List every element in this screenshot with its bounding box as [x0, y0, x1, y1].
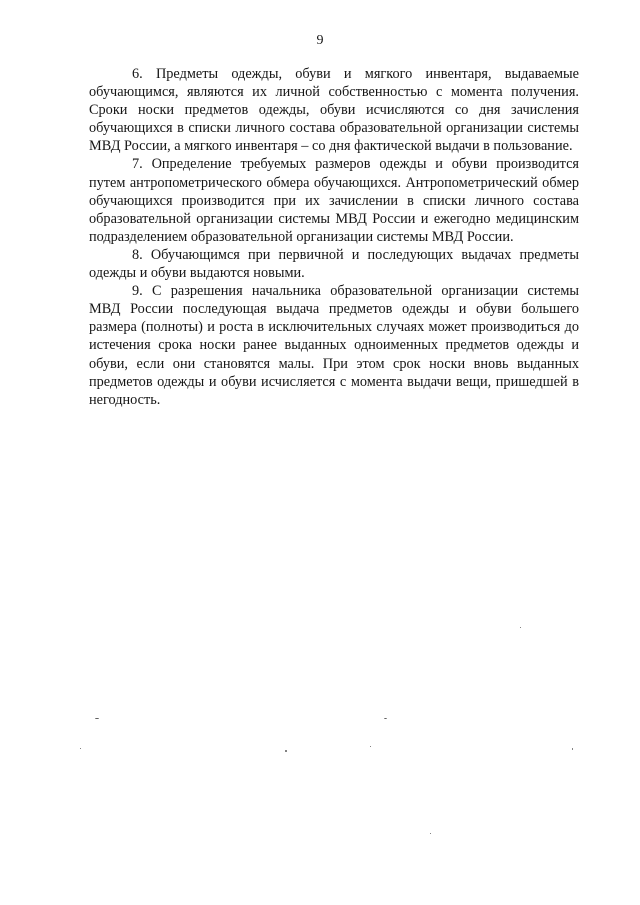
scan-speck — [384, 718, 387, 719]
scan-speck — [285, 750, 287, 752]
paragraph-6: 6. Предметы одежды, обуви и мягкого инвентаря, выдаваемые обучающимся, являются их личной собственностью с момента получения. Сроки носки предметов одежды, обуви исчисляются со дня зачисления обучающихся в списки личного состава образовательной организации системы МВД России, а мягкого инвентаря – со дня фактической выдачи в пользование. — [89, 66, 579, 155]
scan-speck — [520, 627, 521, 628]
scan-speck — [430, 833, 431, 834]
page-number: 9 — [316, 33, 324, 48]
paragraph-8: 8. Обучающимся при первичной и последующих выдачах предметы одежды и обуви выдаются новыми. — [89, 246, 579, 282]
paragraph-7: 7. Определение требуемых размеров одежды и обуви производится путем антропометрического обмера обучающихся. Антропометрический обмер обучающихся производится при их зачислении в списки личного состава образовательной организации системы МВД России и ежегодно медицинским подразделением образовательной организации системы МВД России. — [89, 156, 579, 245]
scan-speck — [80, 748, 81, 749]
paragraph-9: 9. С разрешения начальника образовательной организации системы МВД России последующая выдача предметов одежды и обуви большего размера (полноты) и роста в исключительных случаях может производиться до истечения срока носки ранее выданных одноименных предметов одежды и обуви, если они становятся малы. При этом срок носки вновь выданных предметов одежды и обуви исчисляется с момента выдачи вещи, пришедшей в негодность. — [89, 283, 579, 408]
scan-speck — [370, 746, 371, 747]
document-body — [89, 65, 579, 409]
scan-speck — [572, 748, 573, 750]
scan-speck — [95, 718, 99, 719]
